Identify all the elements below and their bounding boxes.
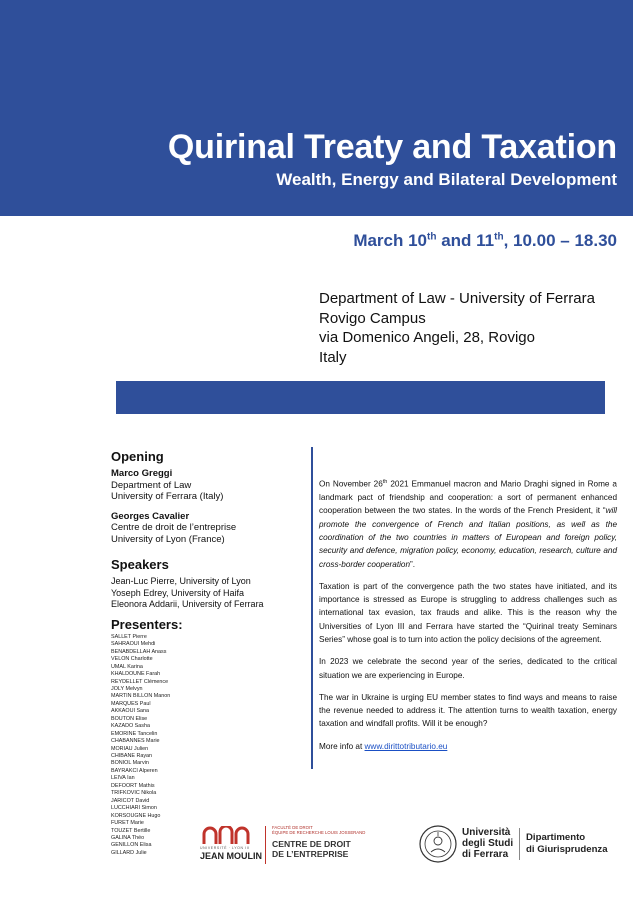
presenter-item: FURET Marie [111,820,144,827]
paragraph: In 2023 we celebrate the second year of the series, dedicated to the critical situation we are experiencing in Europe. [319,657,617,680]
speaker-item: Jean-Luc Pierre, University of Lyon [111,576,251,586]
presenter-item: SALLET Pierre [111,633,147,640]
dates-sup1: th [427,231,437,243]
page-subtitle: Wealth, Energy and Bilateral Development [276,170,617,189]
dates-part1: March 10 [353,231,428,250]
presenter-item: TRIFKOVIC Nikola [111,790,157,797]
presenter-item: KHALDOUNE Farah [111,671,161,678]
paragraph [319,476,617,571]
presenter-item: MARTIN BILLON Manon [111,693,171,700]
presenter-item: LUCCHIARI Simon [111,805,157,812]
presenter-item: GALINA Théo [111,835,145,842]
lyon-small-text: UNIVERSITÉ · LYON III [200,846,250,850]
website-link[interactable]: www.dirittotributario.eu [364,741,448,751]
cdde-line: DE L’ENTREPRISE [272,848,349,859]
department-line: Dipartimento [526,832,586,843]
dates-part2: and 11 [436,231,495,250]
person-affiliation: Centre de droit de l’entreprise [111,522,237,533]
venue-line: Rovigo Campus [319,309,426,327]
divider-bar [116,381,605,414]
header-banner [0,0,633,216]
speaker-item: Eleonora Addarii, University of Ferrara [111,599,264,610]
venue-line: Italy [319,348,347,366]
ferrara-seal-icon [418,824,458,864]
lyon-logo-icon [202,826,256,845]
logo-separator [265,826,266,864]
dates-sup2: th [494,231,504,243]
venue-line: via Domenico Angeli, 28, Rovigo [319,329,535,346]
program-column [111,449,296,857]
speakers-heading: Speakers [111,557,169,572]
cdde-name [272,840,351,860]
presenter-item: REYDELLET Clémence [111,678,169,685]
opening-heading: Opening [111,449,164,464]
cdde-line: FACULTÉ DE DROIT [272,825,313,830]
lyon-name: JEAN MOULIN [200,851,263,861]
person-affiliation: University of Lyon (France) [111,533,225,545]
presenters-heading: Presenters: [111,616,183,632]
cdde-small-text [272,825,365,836]
logo-separator [519,828,520,860]
speaker-item: Yoseph Edrey, University of Haifa [111,587,245,598]
person-affiliation: University of Ferrara (Italy) [111,491,224,502]
venue-line: Department of Law - University of Ferrara [319,290,595,307]
opening-person [111,511,296,546]
presenter-item: JARICOT David [111,797,150,804]
presenter-item: AKKAOUI Sana [111,708,150,715]
presenter-item: BOUTON Elise [111,715,148,722]
column-divider [311,447,313,769]
opening-person [111,468,296,503]
cdde-line: ÉQUIPE DE RECHERCHE LOUIS JOSSERAND [272,830,366,836]
more-info-label: More info at [319,741,365,751]
text-run: ”. [410,559,416,569]
presenter-item: DEFOORT Mathis [111,782,155,789]
presenter-item: EMORINE Tancelin [111,730,158,737]
presenter-item: LEIVA Ian [111,775,135,782]
presenter-item: VELON Charlotte [111,656,153,663]
presenter-item: GILLARD Julie [111,849,147,856]
presenter-item: UMAL Karina [111,663,143,670]
presenter-item: BONIOL Marvin [111,760,149,767]
presenter-item: CHIBANE Rayan [111,753,153,760]
person-name: Marco Greggi [111,468,173,479]
text-sup: th [382,479,388,485]
presenter-item: TOUZET Bertille [111,827,151,834]
department-line: di Giurisprudenza [526,844,608,855]
description-column [319,476,617,762]
presenter-item: KAZADO Sasha [111,723,150,730]
presenter-item: GENILLON Elisa [111,842,152,849]
paragraph: Taxation is part of the convergence path the two states have initiated, and its importance is stressed as Europe is struggling to address challenges such as international tax evasion, tax frauds and alike. This is the reason why the Universities of Lyon III and Ferrara have started the “Quirinal treaty Seminars Series” whose goal is to turn into action the policy decisions of the agreement. [319,581,617,644]
paragraph: The war in Ukraine is urging EU member states to find ways and means to raise the revenue needed to address it. The attention turns to wealth taxation, energy taxation and windfall profits. Will it be enough? [319,692,617,729]
person-affiliation: Department of Law [111,479,192,491]
presenter-item: SAHRAOUI Mehdi [111,641,156,648]
venue-address [319,289,595,367]
text-run: On November 26 [319,479,383,489]
text-run: 2021 Emmanuel macron and Mario Draghi signed in Rome a landmark pact of friendship and cooperation: a sort of permanent enhanced cooperation between the two states. In the words of the French President, it “ [319,479,617,516]
ferrara-line: degli Studi [462,838,514,850]
presenter-item: JOLY Melvyn [111,685,143,692]
presenter-item: BAYRAKCI Alperen [111,767,158,774]
speakers-list [111,576,296,611]
presenter-item: BENABDELLAH Anass [111,648,167,655]
ferrara-line: di Ferrara [462,849,509,861]
presenter-item: KORSOUGNE Hugo [111,812,161,819]
presenter-item: MARQUES Paul [111,700,151,707]
page-title: Quirinal Treaty and Taxation [167,128,617,166]
dates-part3: , 10.00 – 18.30 [503,231,617,250]
department-name [526,832,608,856]
ferrara-line: Università [462,827,511,838]
person-name: Georges Cavalier [111,510,190,522]
logo-footer [0,818,633,878]
ferrara-name [462,827,513,861]
presenter-item: MORIAU Julien [111,745,149,752]
more-info [319,740,617,753]
presenter-item: CHABANNES Marie [111,738,160,745]
cdde-line: CENTRE DE DROIT [272,839,351,849]
event-dates [353,231,617,251]
quote-text: will promote the convergence of French and Italian positions, as well as the coordination of the two countries in matters of European and foreign policy, security and defence, migration policy, economy, education, research, culture and cross-border cooperation [319,506,617,569]
